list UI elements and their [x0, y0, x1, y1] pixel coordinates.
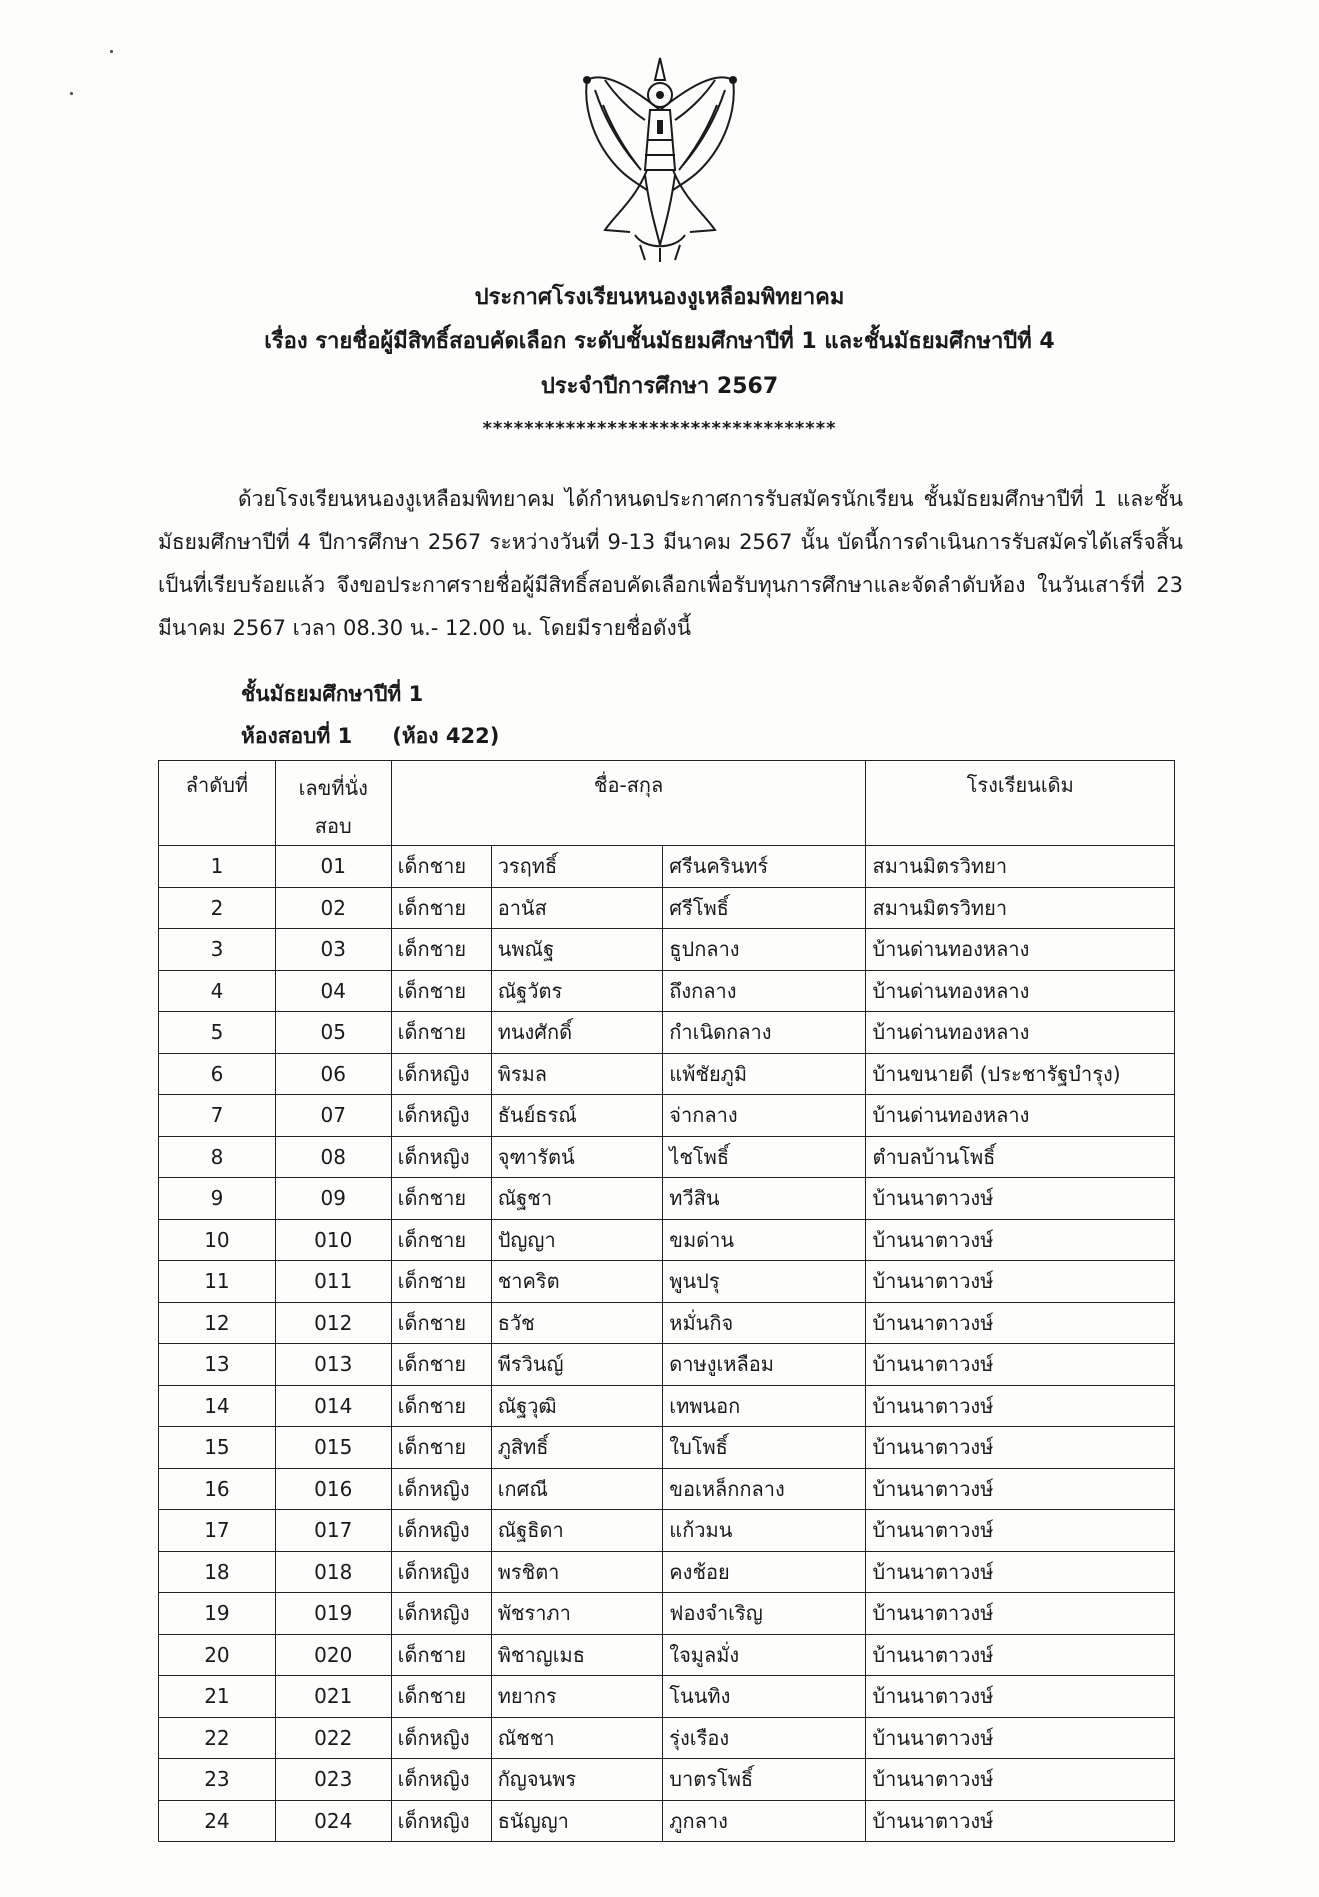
cell-seat: 023: [275, 1759, 391, 1801]
cell-last-name: ดาษงูเหลือม: [663, 1344, 866, 1386]
cell-first-name: วรฤทธิ์: [491, 846, 663, 888]
cell-school: บ้านนาตาวงษ์: [866, 1510, 1175, 1552]
table-row: [159, 1261, 1175, 1303]
cell-title: เด็กชาย: [391, 1634, 491, 1676]
cell-last-name: เทพนอก: [663, 1385, 866, 1427]
cell-first-name: ธนัญญา: [491, 1800, 663, 1842]
announcement-title: ประกาศโรงเรียนหนองงูเหลือมพิทยาคม: [474, 285, 845, 310]
header-seat-line1: เลขที่นั่ง: [298, 776, 368, 800]
cell-first-name: กัญจนพร: [491, 1759, 663, 1801]
cell-school: บ้านนาตาวงษ์: [866, 1717, 1175, 1759]
table-row: [159, 1178, 1175, 1220]
cell-first-name: ทยากร: [491, 1676, 663, 1718]
cell-last-name: คงช้อย: [663, 1551, 866, 1593]
cell-school: บ้านด่านทองหลาง: [866, 929, 1175, 971]
cell-school: บ้านนาตาวงษ์: [866, 1634, 1175, 1676]
cell-last-name: ฟองจำเริญ: [663, 1593, 866, 1635]
cell-title: เด็กชาย: [391, 1385, 491, 1427]
cell-first-name: พิชาญเมธ: [491, 1634, 663, 1676]
table-row: [159, 1800, 1175, 1842]
cell-last-name: แพ้ชัยภูมิ: [663, 1053, 866, 1095]
cell-last-name: ถึงกลาง: [663, 970, 866, 1012]
table-row: [159, 1344, 1175, 1386]
cell-school: บ้านนาตาวงษ์: [866, 1178, 1175, 1220]
table-row: [159, 846, 1175, 888]
exam-room-heading: [241, 720, 499, 753]
academic-year: ประจำปีการศึกษา 2567: [540, 374, 779, 399]
cell-school: บ้านนาตาวงษ์: [866, 1344, 1175, 1386]
scan-speck: [110, 50, 113, 53]
cell-title: เด็กชาย: [391, 1219, 491, 1261]
cell-seat: 013: [275, 1344, 391, 1386]
cell-no: 18: [159, 1551, 276, 1593]
cell-last-name: รุ่งเรือง: [663, 1717, 866, 1759]
cell-no: 5: [159, 1012, 276, 1054]
cell-no: 24: [159, 1800, 276, 1842]
cell-first-name: พีรวินญ์: [491, 1344, 663, 1386]
cell-school: บ้านนาตาวงษ์: [866, 1468, 1175, 1510]
cell-title: เด็กหญิง: [391, 1593, 491, 1635]
table-row: [159, 1136, 1175, 1178]
cell-seat: 08: [275, 1136, 391, 1178]
cell-last-name: จ่ากลาง: [663, 1095, 866, 1137]
cell-no: 9: [159, 1178, 276, 1220]
cell-school: บ้านนาตาวงษ์: [866, 1551, 1175, 1593]
cell-seat: 04: [275, 970, 391, 1012]
cell-title: เด็กหญิง: [391, 1510, 491, 1552]
cell-school: บ้านด่านทองหลาง: [866, 970, 1175, 1012]
exam-room: ห้องสอบที่ 1: [241, 724, 353, 748]
table-row: [159, 1053, 1175, 1095]
cell-seat: 07: [275, 1095, 391, 1137]
cell-no: 12: [159, 1302, 276, 1344]
cell-seat: 018: [275, 1551, 391, 1593]
cell-title: เด็กหญิง: [391, 1095, 491, 1137]
cell-no: 10: [159, 1219, 276, 1261]
cell-title: เด็กหญิง: [391, 1136, 491, 1178]
table-row: [159, 1676, 1175, 1718]
cell-first-name: ณัฐธิดา: [491, 1510, 663, 1552]
cell-no: 16: [159, 1468, 276, 1510]
cell-seat: 012: [275, 1302, 391, 1344]
cell-title: เด็กชาย: [391, 846, 491, 888]
header-seat-line2: สอบ: [314, 814, 352, 838]
cell-seat: 06: [275, 1053, 391, 1095]
table-row: [159, 929, 1175, 971]
cell-first-name: อานัส: [491, 887, 663, 929]
header-seat: [275, 761, 391, 846]
scan-speck: [70, 92, 73, 95]
cell-title: เด็กหญิง: [391, 1551, 491, 1593]
cell-no: 1: [159, 846, 276, 888]
cell-school: บ้านนาตาวงษ์: [866, 1302, 1175, 1344]
cell-seat: 017: [275, 1510, 391, 1552]
cell-seat: 021: [275, 1676, 391, 1718]
table-row: [159, 1219, 1175, 1261]
cell-school: บ้านนาตาวงษ์: [866, 1676, 1175, 1718]
cell-first-name: พิรมล: [491, 1053, 663, 1095]
cell-no: 3: [159, 929, 276, 971]
cell-school: บ้านด่านทองหลาง: [866, 1095, 1175, 1137]
header-name: ชื่อ-สกุล: [391, 761, 866, 846]
cell-no: 6: [159, 1053, 276, 1095]
cell-first-name: จุฑารัตน์: [491, 1136, 663, 1178]
room-number: (ห้อง 422): [392, 724, 500, 748]
cell-title: เด็กชาย: [391, 1178, 491, 1220]
cell-no: 7: [159, 1095, 276, 1137]
cell-last-name: ใบโพธิ์: [663, 1427, 866, 1469]
cell-no: 8: [159, 1136, 276, 1178]
cell-first-name: ณัฐวัตร: [491, 970, 663, 1012]
cell-first-name: ณัฐชา: [491, 1178, 663, 1220]
cell-no: 15: [159, 1427, 276, 1469]
cell-last-name: ศรีนครินทร์: [663, 846, 866, 888]
candidate-table: [158, 760, 1175, 1842]
cell-seat: 022: [275, 1717, 391, 1759]
cell-no: 2: [159, 887, 276, 929]
cell-first-name: นพณัฐ: [491, 929, 663, 971]
cell-first-name: ธันย์ธรณ์: [491, 1095, 663, 1137]
cell-title: เด็กชาย: [391, 1676, 491, 1718]
announcement-subject: เรื่อง รายชื่อผู้มีสิทธิ์สอบคัดเลือก ระดับชั้นมัธยมศึกษาปีที่ 1 และชั้นมัธยมศึกษาปีที่ 4: [264, 329, 1055, 354]
cell-title: เด็กชาย: [391, 970, 491, 1012]
cell-last-name: ธูปกลาง: [663, 929, 866, 971]
cell-school: บ้านนาตาวงษ์: [866, 1261, 1175, 1303]
cell-first-name: ภูสิทธิ์: [491, 1427, 663, 1469]
cell-school: บ้านด่านทองหลาง: [866, 1012, 1175, 1054]
cell-last-name: ภูกลาง: [663, 1800, 866, 1842]
header-no: ลำดับที่: [159, 761, 276, 846]
grade-level: ชั้นมัธยมศึกษาปีที่ 1: [241, 682, 424, 706]
table-row: [159, 1012, 1175, 1054]
cell-title: เด็กชาย: [391, 1302, 491, 1344]
cell-seat: 09: [275, 1178, 391, 1220]
cell-last-name: ขอเหล็กกลาง: [663, 1468, 866, 1510]
cell-last-name: แก้วมน: [663, 1510, 866, 1552]
table-row: [159, 1717, 1175, 1759]
cell-no: 19: [159, 1593, 276, 1635]
announcement-body: [158, 478, 1183, 650]
cell-title: เด็กชาย: [391, 1012, 491, 1054]
cell-title: เด็กหญิง: [391, 1759, 491, 1801]
announcement-body-text: ด้วยโรงเรียนหนองงูเหลือมพิทยาคม ได้กำหนดประกาศการรับสมัครนักเรียน ชั้นมัธยมศึกษาปีที่ 1 และชั้นมัธยมศึกษาปีที่ 4 ปีการศึกษา 2567 ระหว่างวันที่ 9-13 มีนาคม 2567 นั้น บัดนี้การดำเนินการรับสมัครได้เสร็จสิ้นเป็นที่เรียบร้อยแล้ว จึงขอประกาศรายชื่อผู้มีสิทธิ์สอบคัดเลือกเพื่อรับทุนการศึกษาและจัดลำดับห้อง ในวันเสาร์ที่ 23 มีนาคม 2567 เวลา 08.30 น.- 12.00 น. โดยมีรายชื่อดังนี้: [158, 487, 1183, 640]
cell-seat: 016: [275, 1468, 391, 1510]
table-row: [159, 1510, 1175, 1552]
cell-no: 14: [159, 1385, 276, 1427]
cell-school: บ้านนาตาวงษ์: [866, 1759, 1175, 1801]
table-row: [159, 1634, 1175, 1676]
table-row: [159, 1759, 1175, 1801]
cell-school: ตำบลบ้านโพธิ์: [866, 1136, 1175, 1178]
cell-first-name: ณัชชา: [491, 1717, 663, 1759]
cell-first-name: ปัญญา: [491, 1219, 663, 1261]
cell-title: เด็กหญิง: [391, 1717, 491, 1759]
cell-title: เด็กหญิง: [391, 1053, 491, 1095]
cell-first-name: เกศณี: [491, 1468, 663, 1510]
table-row: [159, 1385, 1175, 1427]
cell-no: 22: [159, 1717, 276, 1759]
cell-no: 20: [159, 1634, 276, 1676]
cell-last-name: พูนปรุ: [663, 1261, 866, 1303]
cell-seat: 020: [275, 1634, 391, 1676]
cell-last-name: กำเนิดกลาง: [663, 1012, 866, 1054]
cell-seat: 019: [275, 1593, 391, 1635]
table-row: [159, 1593, 1175, 1635]
cell-last-name: หมั่นกิจ: [663, 1302, 866, 1344]
cell-last-name: ขมด่าน: [663, 1219, 866, 1261]
cell-last-name: โนนทิง: [663, 1676, 866, 1718]
cell-first-name: พัชราภา: [491, 1593, 663, 1635]
cell-school: บ้านขนายดี (ประชารัฐบำรุง): [866, 1053, 1175, 1095]
cell-no: 23: [159, 1759, 276, 1801]
cell-last-name: ศรีโพธิ์: [663, 887, 866, 929]
cell-school: บ้านนาตาวงษ์: [866, 1800, 1175, 1842]
cell-title: เด็กหญิง: [391, 1468, 491, 1510]
cell-seat: 010: [275, 1219, 391, 1261]
cell-first-name: พรชิตา: [491, 1551, 663, 1593]
cell-seat: 011: [275, 1261, 391, 1303]
cell-seat: 024: [275, 1800, 391, 1842]
garuda-emblem-icon: [575, 50, 745, 270]
cell-school: บ้านนาตาวงษ์: [866, 1593, 1175, 1635]
cell-school: บ้านนาตาวงษ์: [866, 1385, 1175, 1427]
cell-title: เด็กชาย: [391, 929, 491, 971]
table-row: [159, 1095, 1175, 1137]
table-row: [159, 970, 1175, 1012]
cell-no: 13: [159, 1344, 276, 1386]
cell-title: เด็กชาย: [391, 1344, 491, 1386]
cell-seat: 01: [275, 846, 391, 888]
cell-no: 21: [159, 1676, 276, 1718]
cell-seat: 03: [275, 929, 391, 971]
cell-no: 11: [159, 1261, 276, 1303]
cell-first-name: ณัฐวุฒิ: [491, 1385, 663, 1427]
cell-title: เด็กชาย: [391, 1261, 491, 1303]
table-row: [159, 887, 1175, 929]
cell-last-name: ทวีสิน: [663, 1178, 866, 1220]
separator: **********************************: [482, 418, 837, 439]
header-school: โรงเรียนเดิม: [866, 761, 1175, 846]
cell-title: เด็กชาย: [391, 887, 491, 929]
cell-school: บ้านนาตาวงษ์: [866, 1219, 1175, 1261]
table-row: [159, 1302, 1175, 1344]
cell-school: สมานมิตรวิทยา: [866, 846, 1175, 888]
cell-seat: 02: [275, 887, 391, 929]
cell-last-name: บาตรโพธิ์: [663, 1759, 866, 1801]
cell-last-name: ไชโพธิ์: [663, 1136, 866, 1178]
cell-seat: 014: [275, 1385, 391, 1427]
cell-title: เด็กหญิง: [391, 1800, 491, 1842]
cell-first-name: ธวัช: [491, 1302, 663, 1344]
table-header-row: [159, 761, 1175, 846]
table-row: [159, 1551, 1175, 1593]
cell-first-name: ชาคริต: [491, 1261, 663, 1303]
cell-school: บ้านนาตาวงษ์: [866, 1427, 1175, 1469]
cell-last-name: ใจมูลมั่ง: [663, 1634, 866, 1676]
cell-seat: 05: [275, 1012, 391, 1054]
cell-title: เด็กชาย: [391, 1427, 491, 1469]
table-row: [159, 1427, 1175, 1469]
cell-no: 4: [159, 970, 276, 1012]
cell-seat: 015: [275, 1427, 391, 1469]
cell-school: สมานมิตรวิทยา: [866, 887, 1175, 929]
cell-no: 17: [159, 1510, 276, 1552]
table-row: [159, 1468, 1175, 1510]
table-body: [159, 846, 1175, 1842]
cell-first-name: ทนงศักดิ์: [491, 1012, 663, 1054]
